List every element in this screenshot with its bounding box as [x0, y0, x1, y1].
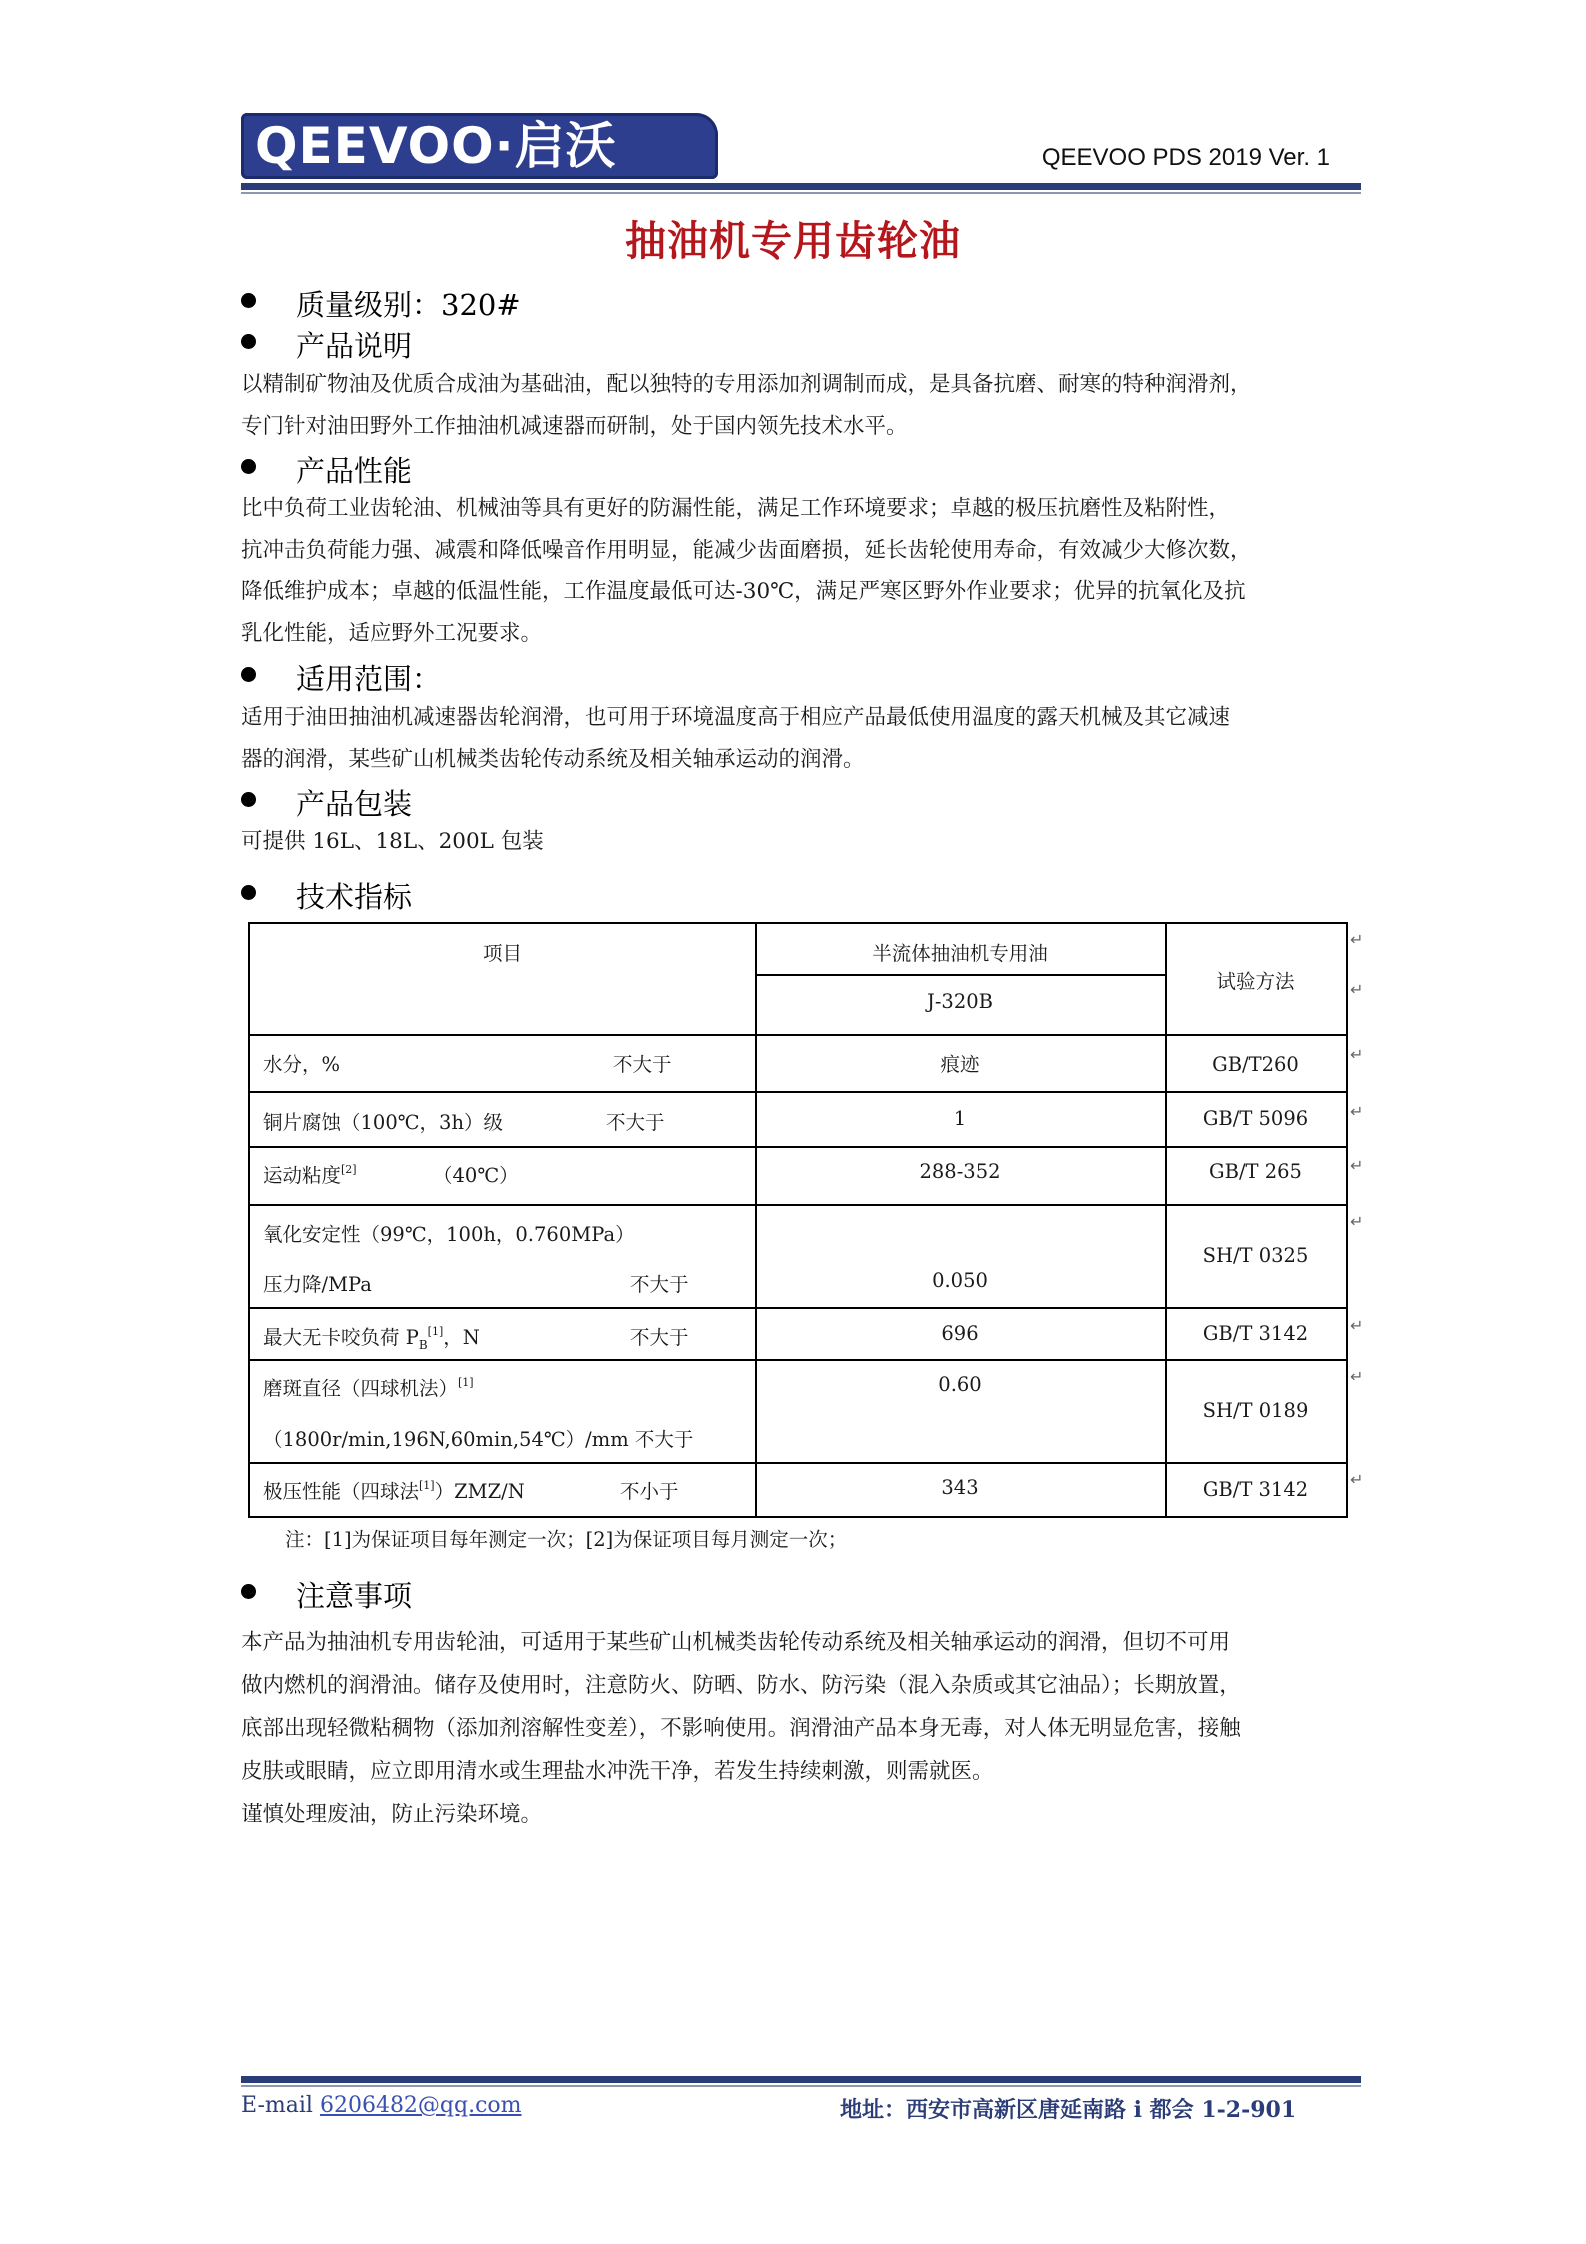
- paragraph-line: 底部出现轻微粘稠物（添加剂溶解性变差），不影响使用。润滑油产品本身无毒，对人体无明显危害，接触: [241, 1716, 1241, 1741]
- header-divider-thin: [241, 192, 1361, 194]
- return-mark-icon: ↵: [1350, 930, 1364, 949]
- table-header-grade: J-320B: [927, 990, 993, 1013]
- table-cell-method: SH/T 0325: [1202, 1244, 1309, 1267]
- table-header-product: 半流体抽油机专用油: [872, 942, 1048, 965]
- email-link[interactable]: 6206482@qq.com: [319, 2093, 522, 2118]
- return-mark-icon: ↵: [1350, 1156, 1364, 1175]
- table-cell-item: 铜片腐蚀（100℃，3h）级: [263, 1111, 503, 1134]
- paragraph-line: 谨慎处理废油，防止污染环境。: [241, 1802, 543, 1827]
- header-divider: [241, 183, 1361, 190]
- item-label: 磨斑直径（四球机法）: [263, 1377, 459, 1400]
- table-cell-item: [263, 1322, 480, 1352]
- table-divider: [755, 974, 1165, 976]
- table-cell-item: [263, 1476, 525, 1504]
- bullet-icon: [241, 885, 256, 900]
- footer-address: 地址：西安市高新区唐延南路 i 都会 1-2-901: [840, 2097, 1297, 2123]
- table-cell-limit: 不大于: [630, 1326, 689, 1349]
- paragraph-line: 本产品为抽油机专用齿轮油，可适用于某些矿山机械类齿轮传动系统及相关轴承运动的润滑，但切不可用: [241, 1630, 1231, 1655]
- table-cell-method: GB/T 3142: [1202, 1322, 1309, 1345]
- table-cell-condition: （40℃）: [433, 1164, 519, 1187]
- table-divider: [250, 1307, 1346, 1309]
- table-cell-limit: 不小于: [620, 1480, 679, 1503]
- table-cell-method: SH/T 0189: [1202, 1399, 1309, 1422]
- return-mark-icon: ↵: [1350, 1316, 1364, 1335]
- section-heading: 适用范围：: [296, 662, 442, 696]
- return-mark-icon: ↵: [1350, 1045, 1364, 1064]
- table-header-method: 试验方法: [1216, 970, 1295, 993]
- document-version: QEEVOO PDS 2019 Ver. 1: [1041, 144, 1330, 171]
- table-cell-method: GB/T260: [1212, 1053, 1299, 1076]
- table-cell-item: [263, 1160, 357, 1188]
- table-cell-limit: 不大于: [613, 1053, 672, 1076]
- bullet-icon: [241, 792, 256, 807]
- table-cell-item-line2: 压力降/MPa: [263, 1273, 372, 1296]
- footer-divider: [241, 2076, 1361, 2083]
- bullet-icon: [241, 293, 256, 308]
- paragraph-line: 比中负荷工业齿轮油、机械油等具有更好的防漏性能，满足工作环境要求；卓越的极压抗磨性及粘附性，: [241, 496, 1231, 521]
- return-mark-icon: ↵: [1350, 1212, 1364, 1231]
- section-heading: 质量级别：320#: [296, 288, 521, 322]
- table-cell-limit: 不大于: [630, 1273, 689, 1296]
- table-divider: [250, 1462, 1346, 1464]
- svg-text:QEEVOO·启沃: QEEVOO·启沃: [255, 117, 617, 175]
- description-text: [241, 364, 1361, 447]
- return-mark-icon: ↵: [1350, 980, 1364, 999]
- section-heading: 技术指标: [296, 880, 413, 914]
- section-heading: 产品说明: [296, 329, 413, 363]
- table-cell-value: 痕迹: [940, 1053, 980, 1076]
- table-header-item: 项目: [482, 942, 522, 965]
- email-label: E-mail: [241, 2093, 320, 2118]
- bullet-icon: [241, 1584, 256, 1599]
- item-label: 最大无卡咬负荷 P: [263, 1326, 419, 1349]
- item-unit: ）ZMZ/N: [434, 1480, 525, 1503]
- table-cell-item: [263, 1373, 474, 1401]
- paragraph-line: 降低维护成本；卓越的低温性能，工作温度最低可达-30℃，满足严寒区野外作业要求；优异的抗氧化及抗: [241, 579, 1246, 604]
- table-divider: [250, 1034, 1346, 1036]
- paragraph-line: 专门针对油田野外工作抽油机减速器而研制，处于国内领先技术水平。: [241, 413, 908, 439]
- bullet-icon: [241, 459, 256, 474]
- table-cell-item-line2: （1800r/min,196N,60min,54℃）/mm 不大于: [263, 1428, 694, 1451]
- section-heading: 注意事项: [296, 1579, 413, 1613]
- paragraph-line: 可提供 16L、18L、200L 包装: [241, 829, 544, 854]
- paragraph-line: 做内燃机的润滑油。储存及使用时，注意防火、防晒、防水、防污染（混入杂质或其它油品）；长期放置，: [241, 1673, 1241, 1698]
- table-cell-method: GB/T 265: [1209, 1160, 1302, 1183]
- table-cell-value: 288-352: [919, 1160, 1001, 1183]
- item-label: 极压性能（四球法: [263, 1480, 420, 1503]
- bullet-icon: [241, 334, 256, 349]
- return-mark-icon: ↵: [1350, 1470, 1364, 1489]
- footer-divider-thin: [241, 2085, 1361, 2087]
- return-mark-icon: ↵: [1350, 1102, 1364, 1121]
- packaging-text: [241, 821, 1361, 863]
- bullet-icon: [241, 667, 256, 682]
- table-cell-value: 696: [941, 1322, 979, 1345]
- footnote-ref: [2]: [341, 1163, 357, 1176]
- paragraph-line: 乳化性能，适应野外工况要求。: [241, 620, 543, 646]
- document-title: 抽油机专用齿轮油: [625, 217, 961, 265]
- table-cell-value: 1: [953, 1107, 967, 1130]
- table-divider: [250, 1091, 1346, 1093]
- footnote-ref: [1]: [427, 1325, 444, 1338]
- notice-text: [241, 1621, 1361, 1836]
- scope-text: [241, 697, 1361, 780]
- table-cell-method: GB/T 3142: [1202, 1478, 1309, 1501]
- footnote-ref: [1]: [419, 1479, 435, 1492]
- table-divider: [1165, 924, 1167, 1516]
- subscript: B: [418, 1337, 428, 1352]
- footnote-ref: [1]: [458, 1376, 474, 1389]
- table-divider: [250, 1359, 1346, 1361]
- item-unit: ，N: [443, 1326, 480, 1349]
- table-cell-method: GB/T 5096: [1202, 1107, 1309, 1130]
- section-heading: 产品包装: [296, 787, 413, 821]
- company-logo: [241, 113, 718, 179]
- footer-email: [241, 2093, 522, 2118]
- table-cell-value: 0.60: [938, 1373, 982, 1396]
- paragraph-line: 器的润滑，某些矿山机械类齿轮传动系统及相关轴承运动的润滑。: [241, 746, 865, 772]
- spec-table: [248, 922, 1348, 1518]
- paragraph-line: 适用于油田抽油机减速器齿轮润滑，也可用于环境温度高于相应产品最低使用温度的露天机械及其它减速: [241, 705, 1231, 730]
- item-label: 运动粘度: [263, 1164, 342, 1187]
- table-cell-limit: 不大于: [606, 1111, 665, 1134]
- table-cell-value: 0.050: [932, 1269, 988, 1292]
- table-divider: [250, 1204, 1346, 1206]
- table-divider: [250, 1146, 1346, 1148]
- table-cell-item: 氧化安定性（99℃，100h，0.760MPa）: [263, 1223, 635, 1246]
- return-mark-icon: ↵: [1350, 1367, 1364, 1386]
- table-cell-item: 水分，%: [263, 1053, 341, 1076]
- table-footnote: 注：[1]为保证项目每年测定一次；[2]为保证项目每月测定一次；: [285, 1528, 848, 1551]
- paragraph-line: 抗冲击负荷能力强、减震和降低噪音作用明显，能减少齿面磨损，延长齿轮使用寿命，有效减少大修次数，: [241, 537, 1252, 563]
- section-heading: 产品性能: [296, 454, 413, 488]
- paragraph-line: 以精制矿物油及优质合成油为基础油，配以独特的专用添加剂调制而成，是具备抗磨、耐寒的特种润滑剂，: [241, 372, 1252, 397]
- table-cell-value: 343: [941, 1476, 979, 1499]
- performance-text: [241, 488, 1361, 654]
- paragraph-line: 皮肤或眼睛，应立即用清水或生理盐水冲洗干净，若发生持续刺激，则需就医。: [241, 1759, 994, 1784]
